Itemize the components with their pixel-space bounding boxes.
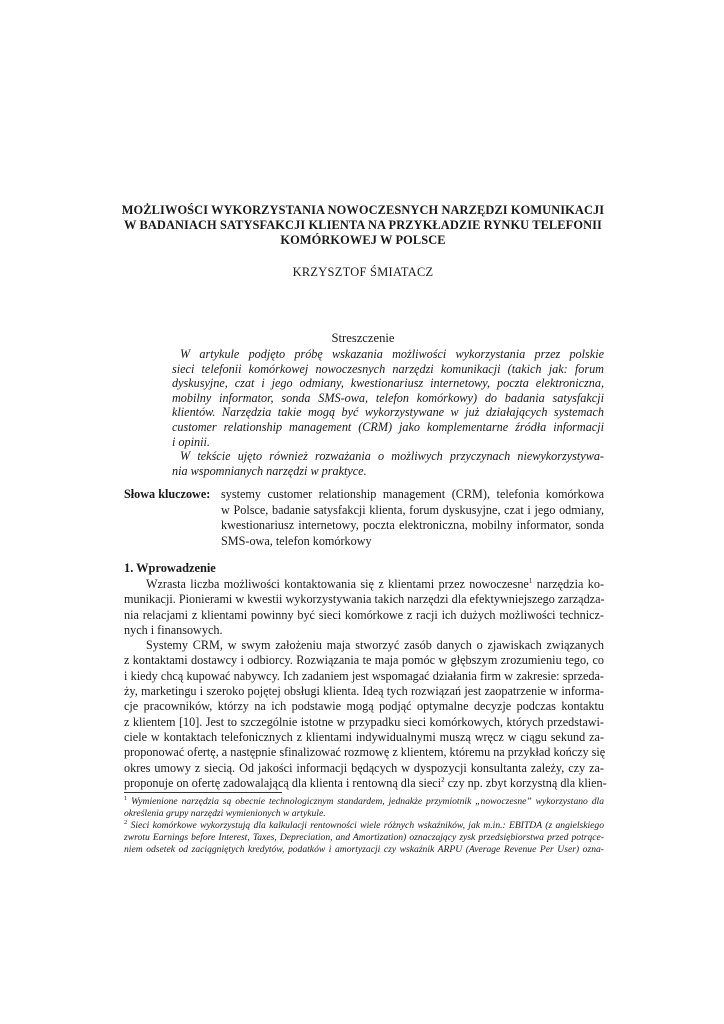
body-text: [124, 576, 607, 791]
body-line: nia relacjami z klientami powinny być sieci komórkowe z racji ich dużych możliwości technicz-: [124, 607, 604, 622]
abstract-line: klientów. Narzędzia takie mogą być wykorzystywane w już działających systemach: [172, 405, 604, 420]
body-line: nych i finansowych.: [124, 622, 223, 637]
keywords-list: [221, 487, 604, 549]
body-line-start: proponuje on ofertę zadowalającą dla klienta i rentowną dla sieci: [124, 775, 442, 790]
body-line: ży, marketingu i szeroko pojętej obsługi klienta. Ideą tych rozwiązań jest zaopatrzenie w informa-: [124, 684, 604, 699]
footnote-line: zwrotu Earnings before Interest, Taxes, Depreciation, and Amortization) oznaczający zysk przedsiębiorstwa przed potrące-: [124, 832, 604, 843]
body-line-start: Wzrasta liczba możliwości kontaktowania się z klientami przez nowoczesne: [146, 577, 529, 591]
keywords-line: kwestionariusz internetowy, poczta elektroniczna, mobilny informator, sonda: [221, 518, 604, 532]
body-line: z klientem [10]. Jest to szczególnie istotne w przypadku sieci komórkowych, których przedstawi-: [124, 714, 604, 729]
paper-title: [100, 203, 626, 248]
body-line: i kiedy chcą kupować nabywcy. Ich zadaniem jest wspomagać działania firm w zakresie: sprzeda-: [124, 668, 604, 683]
footnote-line: niem odsetek od zaciągniętych kredytów, podatków i amortyzacji czy wskaźnik ARPU (Average Revenue Per User) ozna-: [124, 844, 604, 855]
body-line: Systemy CRM, w swym założeniu maja stworzyć zasób danych o zjawiskach związanych: [146, 638, 604, 653]
abstract-line: sieci telefonii komórkowej nowoczesnych narzędzi komunikacji (takich jak: forum: [172, 361, 604, 376]
keywords-line: w Polsce, badanie satysfakcji klienta, forum dyskusyjne, czat i jego odmiany,: [221, 502, 604, 517]
keywords-line: systemy customer relationship management (CRM), telefonia komórkowa: [221, 487, 604, 501]
footnote-ref-2[interactable]: 2: [441, 775, 445, 784]
abstract-line: W tekście ujęto również rozważania o możliwych przyczynach niewykorzystywa-: [180, 449, 604, 464]
footnote-line: [124, 796, 604, 808]
abstract-heading: Streszczenie: [331, 331, 395, 345]
abstract-line: customer relationship management (CRM) jako komplementarne źródła informacji: [172, 419, 604, 434]
body-line-end: czy np. zbyt korzystną dla klien-: [447, 775, 607, 790]
abstract-line: mobilny informator, sonda SMS-owa, telefon komórkowy) do badania satysfakcji: [172, 390, 604, 405]
body-line: proponować ofertę, a następnie sfinalizować rozmowę z klientem, któremu na przykład kończy się: [124, 745, 606, 760]
title-line: W BADANIACH SATYSFAKCJI KLIENTA NA PRZYKŁADZIE RYNKU TELEFONII: [124, 218, 602, 232]
abstract-line: nia wspomnianych narzędzi w praktyce.: [172, 463, 367, 478]
body-line: [124, 577, 604, 592]
footnote-line: [124, 820, 604, 832]
footnote-divider: [124, 792, 282, 793]
body-line-end: narzędzia ko-: [536, 577, 604, 591]
footnotes: [124, 796, 604, 856]
keywords-label: Słowa kluczowe:: [124, 487, 211, 501]
body-line: [124, 775, 607, 791]
footnote-mark: 2: [124, 818, 128, 826]
body-line: munikacji. Pionierami w kwestii wykorzystywania takich narzędzi dla efektywniejszego zarządza-: [124, 592, 605, 607]
body-line: okres umowy z siecią. Od jakości informacji będących w dyspozycji konsultanta zależy, czy za-: [124, 760, 604, 775]
footnote-text: Sieci komórkowe wykorzystują dla kalkulacji rentowności wiele różnych wskaźników, jak m.in.: EBITDA (z angielskiego: [130, 820, 604, 831]
abstract-line: i opinii.: [172, 434, 210, 449]
abstract-body: [172, 347, 604, 478]
footnote-text: Wymienione narzędzia są obecnie technologicznym standardem, jednakże przymiotnik „nowoczesne” wykorzystano dla: [131, 796, 604, 807]
title-line: KOMÓRKOWEJ W POLSCE: [280, 233, 446, 247]
footnote-ref-1[interactable]: 1: [528, 576, 533, 585]
footnote-mark: 1: [124, 794, 128, 802]
section-heading: 1. Wprowadzenie: [124, 561, 216, 575]
body-line: ciele w kontaktach telefonicznych z klientami indywidualnymi muszą wręcz w ciągu sekund za-: [124, 729, 604, 744]
author-name: KRZYSZTOF ŚMIATACZ: [292, 265, 434, 279]
body-line: cje pracowników, którzy na ich podstawie mogą podjąć optymalne decyzje podczas kontaktu: [124, 699, 604, 714]
keywords-line: SMS-owa, telefon komórkowy: [221, 533, 372, 548]
footnote-line: określenia grupy narzędzi wymienionych w artykule.: [124, 808, 326, 819]
abstract-line: W artykule podjęto próbę wskazania możliwości wykorzystania przez polskie: [180, 347, 604, 361]
title-line: MOŻLIWOŚCI WYKORZYSTANIA NOWOCZESNYCH NARZĘDZI KOMUNIKACJI: [121, 203, 605, 217]
body-line: z kontaktami dostawcy i odbiorcy. Rozwiązania te maja pomóc w głębszym zrozumieniu tego, co: [124, 653, 604, 668]
abstract-line: dyskusyjne, czat i jego odmiany, kwestionariusz internetowy, poczta elektroniczna,: [172, 376, 604, 391]
